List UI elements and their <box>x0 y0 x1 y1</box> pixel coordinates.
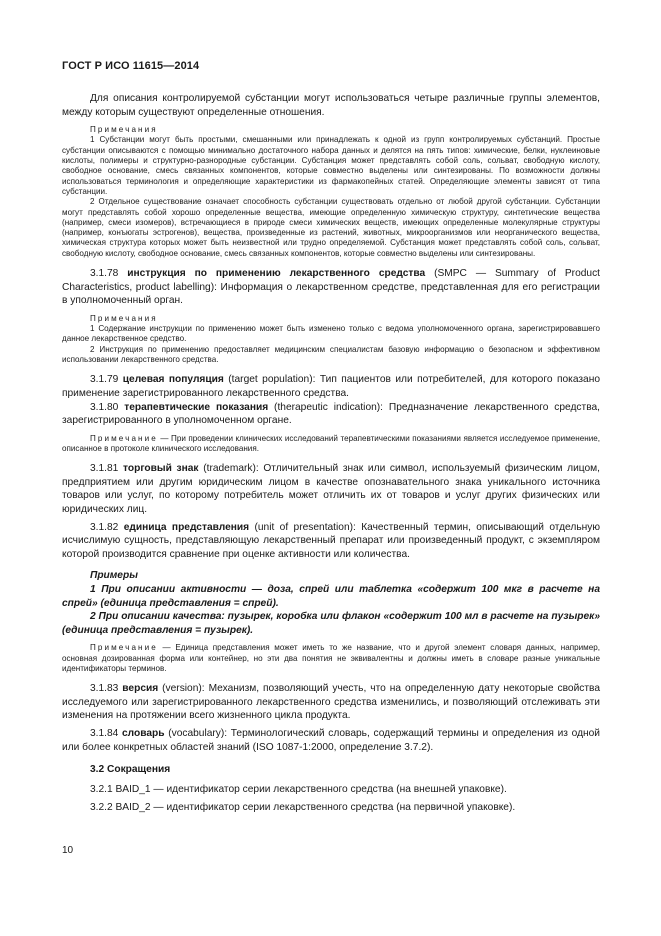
term-3-1-78 <box>62 267 600 308</box>
term-definition: (SMPC — Summary of Product Characteristics, product labelling): Информация о лекарственном средстве, представленная для его регистрации в уполномоченный орган. <box>62 268 600 307</box>
note-label: Примечание <box>90 643 158 653</box>
term-3-1-82 <box>62 521 600 562</box>
note-text: — Единица представления может иметь то же название, что и другой элемент словаря данных, например, основная дозированная форма или контейнер, но эти два понятия не эквивалентны и должны иметь в словаре разные уникальные идентификаторы терминов. <box>62 643 600 673</box>
note-label: Примечание <box>90 433 158 443</box>
example-activity: 1 При описании активности — доза, спрей или таблетка «содержит 100 мкг в расчете на спрей» (единица представления = спрей). <box>62 584 600 609</box>
notes-heading: Примечания <box>90 313 158 323</box>
section-abbreviations-title: 3.2 Сокращения <box>90 764 171 776</box>
term-3-1-80 <box>62 401 600 428</box>
page-number: 10 <box>62 845 74 856</box>
term-number: 3.1.83 <box>90 683 119 695</box>
note-substance-existence: 2 Отдельное существование означает способность субстанции существовать отдельно от любой другой субстанции. Субстанции могут представлять собой хорошо определенные вещества, имеющие определенную химическую структуру, синтетические вещества (например, смеси изомеров), встречающиеся в природе смеси химических веществ, имеющих определенные молекулярные структуры (например, конъюгаты эстрогенов), вещества, произведенные из растений, животных, микроорганизмов или неорганического вещества, химическая структура которых может быть неизвестной или трудно определяемой. Субстанция может представлять собой соль, сольват, свободную кислоту, свободное основание, смесь связанных компонентов, которые совместно выделены или синтезированы. <box>62 197 600 258</box>
abbrev-baid-1: 3.2.1 BAID_1 — идентификатор серии лекарственного средства (на внешней упаковке). <box>90 784 507 796</box>
term-3-1-81 <box>62 462 600 516</box>
term-number: 3.1.81 <box>90 463 119 475</box>
intro-paragraph: Для описания контролируемой субстанции могут использоваться четыре различные группы элементов, между которым существуют определенные отношения. <box>62 93 600 118</box>
term-title: инструкция по применению лекарственного средства <box>127 268 426 280</box>
term-definition: (target population): Тип пациентов или потребителей, для которого показано применение зарегистрированного лекарственного средства. <box>62 374 600 399</box>
note-substances-types: 1 Субстанции могут быть простыми, смешанными или принадлежать к одной из групп контролируемых субстанций. Простые субстанции описываются с помощью минимально достаточного набора данных и делятся на пять типов: химические, белки, нуклеиновые кислоты, полимеры и структурно-разнородные субстанции. Субстанция может представлять собой соль, сольват, свободную кислоту, свободное основание, смесь связанных компонентов, которые совместно выделены или синтезированы. По возможности должны использоваться терминология и определяющие характеристики из фармакопейных статей. Определяющие элементы зависят от типа субстанции. <box>62 135 600 196</box>
page-body <box>62 92 600 814</box>
term-3-1-79 <box>62 373 600 400</box>
document-header: ГОСТ Р ИСО 11615—2014 <box>62 60 200 72</box>
term-title: целевая популяция <box>122 374 224 386</box>
term-number: 3.1.79 <box>90 374 119 386</box>
term-title: версия <box>122 683 159 695</box>
note-therapeutic <box>62 434 600 455</box>
term-title: словарь <box>122 728 165 740</box>
note-unit-presentation <box>62 643 600 674</box>
notes-heading: Примечания <box>90 125 158 135</box>
term-definition: (trademark): Отличительный знак или символ, используемый физическим лицом, предприятием или другим юридическим лицом в качестве опознавательного знака уникального источника товаров или услуг, по которому потребитель может отличить их от товаров и услуг других физических или юридических лиц. <box>62 463 601 516</box>
note-smpc-purpose: 2 Инструкция по применению предоставляет медицинским специалистам базовую информацию о безопасном и эффективном использовании лекарственного средства. <box>62 344 600 365</box>
abbrev-baid-2: 3.2.2 BAID_2 — идентификатор серии лекарственного средства (на первичной упаковке). <box>90 801 516 813</box>
term-title: единица представления <box>123 521 250 533</box>
term-title: терапевтические показания <box>124 401 269 413</box>
example-quality: 2 При описании качества: пузырек, коробка или флакон «содержит 100 мл в расчете на пузырек» (единица представления = пузырек). <box>62 611 600 636</box>
term-definition: (therapeutic indication): Предназначение лекарственного средства, зарегистрированного в уполномоченном органе. <box>62 401 600 427</box>
term-definition: (unit of presentation): Качественный термин, описывающий отдельную исчислимую сущность, представляющую лекарственный препарат или произведенный продукт, с экземпляром которой производится сравнение при оценке активности или количества. <box>62 521 600 560</box>
term-title: торговый знак <box>123 463 199 475</box>
term-number: 3.1.82 <box>90 521 119 533</box>
note-smpc-changes: 1 Содержание инструкции по применению может быть изменено только с ведома уполномоченного органа, зарегистрировавшего данное лекарственное средство. <box>62 324 600 344</box>
term-definition: (vocabulary): Терминологический словарь, содержащий термины и определения из одной или более конкретных областей знаний (ISO 1087-1:2000, определение 3.7.2). <box>62 728 600 753</box>
term-definition: (version): Механизм, позволяющий учесть, что на определенную дату некоторые свойства исследуемого или зарегистрированного лекарственного средства изменились, и позволяющий отслеживать эти изменения на протяжении всего жизненного цикла продукта. <box>62 683 600 722</box>
examples-heading: Примеры <box>90 570 138 582</box>
note-text: — При проведении клинических исследований терапевтическими показаниями является исследуемое применение, описанное в протоколе клинического исследования. <box>62 433 600 453</box>
term-3-1-84 <box>62 727 600 754</box>
term-number: 3.1.84 <box>90 728 119 740</box>
term-number: 3.1.80 <box>90 401 119 413</box>
term-3-1-83 <box>62 682 600 723</box>
term-number: 3.1.78 <box>90 268 119 280</box>
